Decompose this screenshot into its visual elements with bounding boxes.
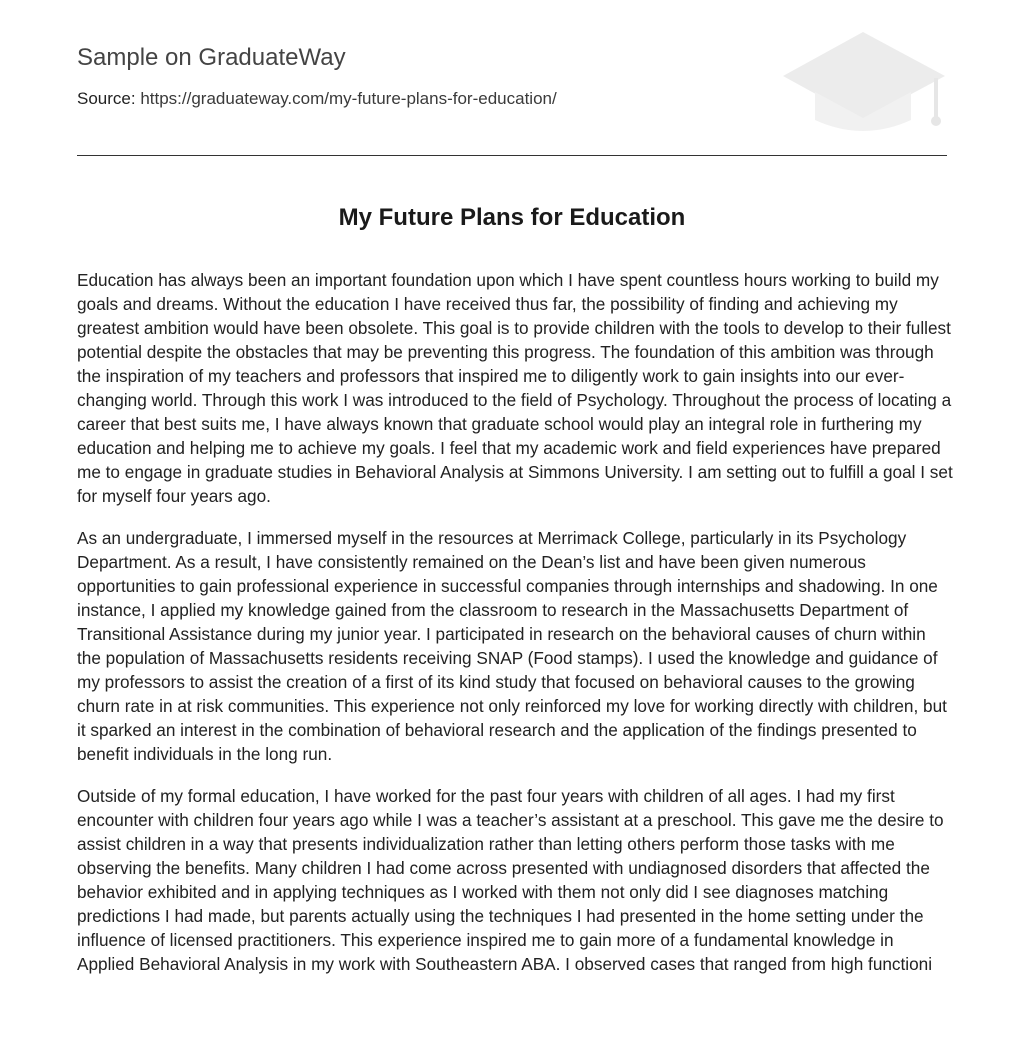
source-line bbox=[77, 89, 557, 109]
site-title: Sample on GraduateWay bbox=[77, 44, 346, 71]
header-divider bbox=[77, 155, 947, 156]
graduation-cap-icon bbox=[781, 30, 947, 134]
paragraph: Education has always been an important foundation upon which I have spent countless hours working to build my goals and dreams. Without the education I have received thus far, the possibility of finding and achieving my greatest ambition would have been obsolete. This goal is to provide children with the tools to develop to their fullest potential despite the obstacles that may be preventing this progress. The foundation of this ambition was through the inspiration of my teachers and professors that inspired me to diligently work to gain insights into our ever-changing world. Through this work I was introduced to the field of Psychology. Throughout the process of locating a career that best suits me, I have always known that graduate school would play an integral role in furthering my education and helping me to achieve my goals. I feel that my academic work and field experiences have prepared me to engage in graduate studies in Behavioral Analysis at Simmons University. I am setting out to fulfill a goal I set for myself four years ago. bbox=[77, 270, 953, 506]
paragraph: Outside of my formal education, I have worked for the past four years with children of all ages. I had my first encounter with children four years ago while I was a teacher’s assistant at a preschool. This gave me the desire to assist children in a way that presents individualization rather than letting others perform those tasks with me observing the benefits. Many children I had come across presented with undiagnosed disorders that affected the behavior exhibited and in applying techniques as I worked with them not only did I see diagnoses matching predictions I had made, but parents actually using the techniques I had presented in the home setting under the influence of licensed practitioners. This experience inspired me to gain more of a fundamental knowledge in Applied Behavioral Analysis in my work with Southeastern ABA. I observed cases that ranged from high functioni bbox=[77, 786, 944, 974]
page-header bbox=[77, 0, 947, 156]
source-link[interactable]: https://graduateway.com/my-future-plans-for-education/ bbox=[140, 89, 557, 108]
paragraph: As an undergraduate, I immersed myself in the resources at Merrimack College, particularly in its Psychology Department. As a result, I have consistently remained on the Dean’s list and have been given numerous opportunities to gain professional experience in successful companies through internships and shadowing. In one instance, I applied my knowledge gained from the classroom to research in the Massachusetts Department of Transitional Assistance during my junior year. I participated in research on the behavioral causes of churn within the population of Massachusetts residents receiving SNAP (Food stamps). I used the knowledge and guidance of my professors to assist the creation of a first of its kind study that focused on behavioral causes to the growing churn rate in at risk communities. This experience not only reinforced my love for working directly with children, but it sparked an interest in the combination of behavioral research and the application of the findings presented to benefit individuals in the long run. bbox=[77, 528, 947, 764]
article-title: My Future Plans for Education bbox=[338, 204, 686, 231]
source-label: Source: bbox=[77, 89, 136, 108]
article-body bbox=[77, 268, 953, 994]
